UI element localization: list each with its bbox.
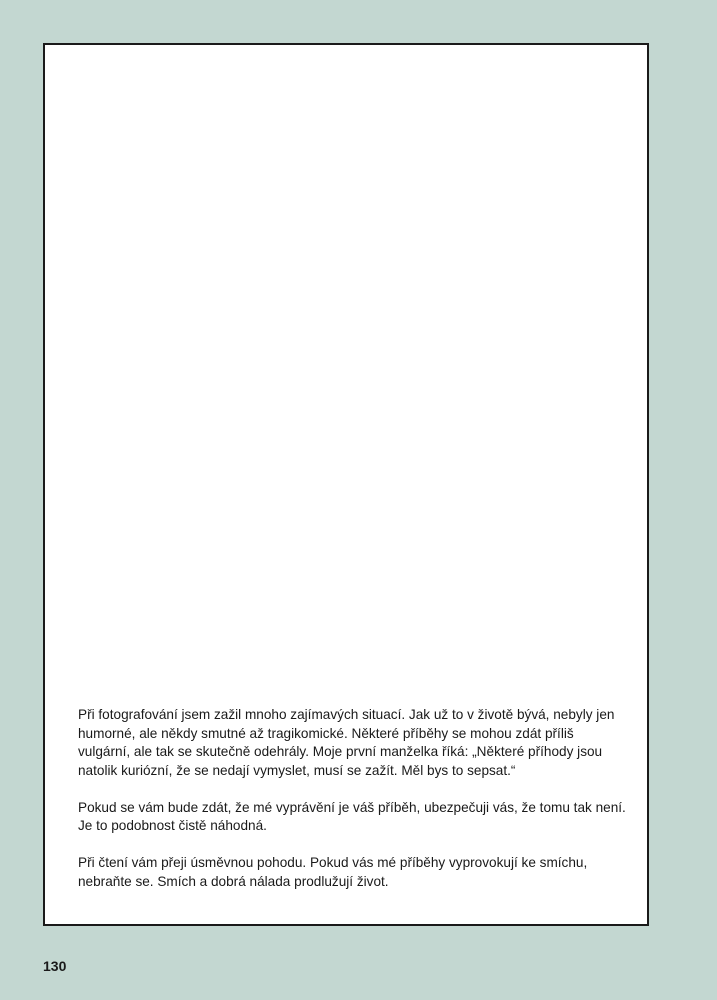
page-number: 130 [43, 958, 67, 974]
paragraph-2: Pokud se vám bude zdát, že mé vyprávění je váš příběh, ubezpečuji vás, že tomu tak není. Je to podobnost čistě náhodná. [78, 799, 626, 833]
content-frame [43, 43, 649, 926]
paragraph-1: Při fotografování jsem zažil mnoho zajímavých situací. Jak už to v životě bývá, nebyly jen humorné, ale někdy smutné až tragikomické. Některé příběhy se mohou zdát příliš vulgární, ale tak se skutečně odehrály. Moje první manželka říká: „Některé příhody jsou natolik kuriózní, že se nedají vymyslet, musí se zažít. Měl bys to sepsat.“ [78, 707, 615, 778]
foreword-text [78, 706, 626, 891]
paragraph-3: Při čtení vám přeji úsměvnou pohodu. Pokud vás mé příběhy vyprovokují ke smíchu, nebraňte se. Smích a dobrá nálada prodlužují život. [78, 855, 588, 889]
